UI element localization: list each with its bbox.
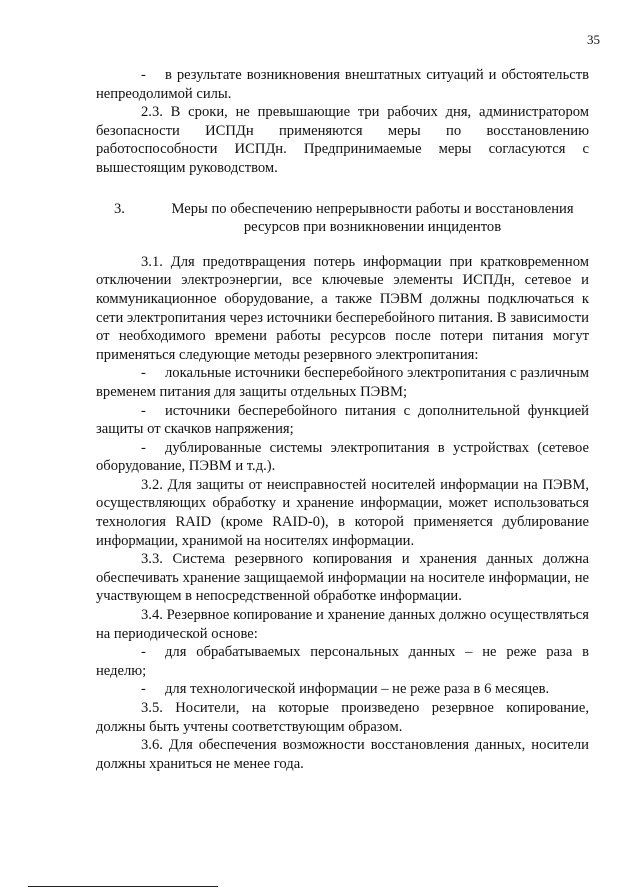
paragraph-3-5: 3.5. Носители, на которые произведено резервное копирование, должны быть учтены соответствующим образом. (96, 700, 589, 735)
bullet-text: в результате возникновения внештатных ситуаций и обстоятельств непреодолимой силы. (96, 67, 589, 102)
bullet-marker: - (141, 365, 146, 382)
section-heading (96, 200, 589, 237)
paragraph-3-2: 3.2. Для защиты от неисправностей носителей информации на ПЭВМ, осуществляющих обработку и хранение информации, может использоваться технология RAID (кроме RAID-0), в которой применяется дублирование информации, хранимой на носителях информации. (96, 476, 589, 549)
bullet-marker: - (141, 402, 146, 419)
bullet-ups-surge (96, 402, 589, 439)
bullet-text: дублированные системы электропитания в устройствах (сетевое оборудование, ПЭВМ и т.д.). (96, 439, 589, 475)
bullet-text: источники бесперебойного питания с дополнительной функцией защиты от скачков напряжения; (96, 402, 589, 438)
bullet-marker: - (141, 644, 146, 661)
bullet-force-majeure (96, 66, 589, 103)
paragraph-3-3: 3.3. Система резервного копирования и хранения данных должна обеспечивать хранение защищаемой информации на носителе информации, не участвующем в непосредственной обработке информации. (96, 551, 589, 605)
bullet-dual-power (96, 439, 589, 476)
bullet-ups-local (96, 364, 589, 401)
bullet-marker: - (141, 439, 146, 456)
bullet-text: для технологической информации – не реже раза в 6 месяцев. (165, 681, 550, 698)
bullet-marker: - (141, 681, 146, 698)
footer-divider (28, 886, 218, 887)
paragraph-3-6: 3.6. Для обеспечения возможности восстановления данных, носители должны храниться не менее года. (96, 737, 589, 772)
bullet-text: локальные источники бесперебойного электропитания с различным временем питания для защиты отдельных ПЭВМ; (96, 365, 589, 400)
bullet-tech-info (96, 680, 589, 699)
page-number: 35 (587, 32, 600, 47)
paragraph-3-4: 3.4. Резервное копирование и хранение данных должно осуществляться на периодической основе: (96, 607, 589, 642)
document-body (96, 66, 589, 773)
bullet-text: для обрабатываемых персональных данных – не реже раза в неделю; (96, 644, 589, 679)
bullet-marker: - (141, 67, 146, 83)
paragraph-3-1: 3.1. Для предотвращения потерь информации при кратковременном отключении электроэнергии, все ключевые элементы ИСПДн, сетевое и коммуникационное оборудование, а также ПЭВМ должны подключаться к сети электропитания через источники бесперебойного питания. В зависимости от необходимого времени работы ресурсов после потери питания могут применяться следующие методы резервного электропитания: (96, 253, 589, 363)
bullet-personal-data (96, 643, 589, 680)
section-title: Меры по обеспечению непрерывности работы и восстановления ресурсов при возникновении инцидентов (171, 200, 574, 236)
section-number: 3. (114, 200, 125, 217)
paragraph-2-3: 2.3. В сроки, не превышающие три рабочих дня, администратором безопасности ИСПДн применяются меры по восстановлению работоспособности ИСПДн. Предпринимаемые меры согласуются с вышестоящим руководством. (96, 104, 589, 176)
